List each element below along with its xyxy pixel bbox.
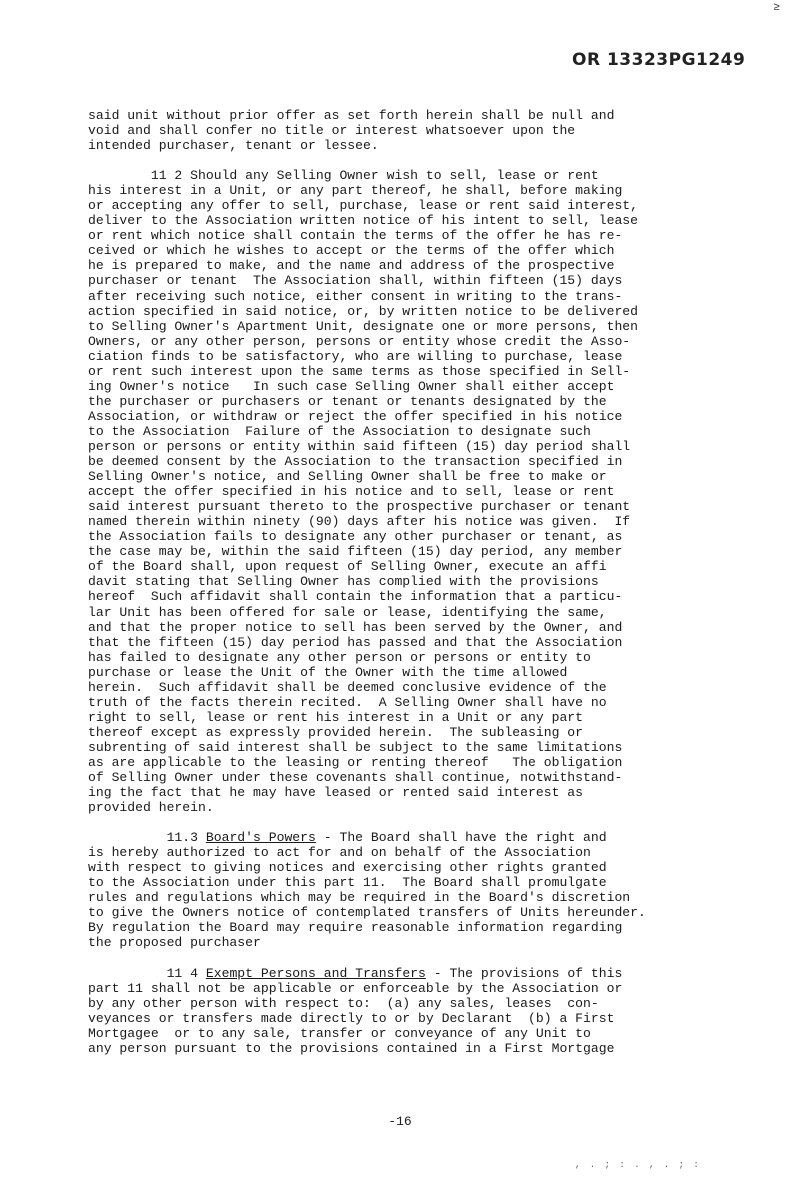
recording-stamp: OR 13323PG1249 <box>572 50 746 70</box>
section-text-11-3: - The Board shall have the right and is hereby authorized to act for and on behalf of the Association with respect to giving notices and exercising other rights granted to the Association under this part 11. The Board shall promulgate rules and regulations which may be required in the Board's discretion to give the Owners notice of contemplated transfers of Units hereunder. By regulation the Board may require reasonable information regarding the proposed purchaser <box>88 830 646 951</box>
page-number: -16 <box>388 1114 412 1129</box>
section-number-11-3: 11.3 <box>88 830 206 846</box>
corner-mark: ≥ <box>773 2 780 14</box>
paragraph-11-2: 11 2 Should any Selling Owner wish to sell, lease or rent his interest in a Unit, or any part thereof, he shall, before making or accepting any offer to sell, purchase, lease or rent said interest, deliver to the Association written notice of his intent to sell, lease or rent which notice shall contain the terms of the offer he has re- ceived or which he wishes to accept or the terms of the offer which he is prepared to make, and the name and address of the prospective purchaser or tenant The Association shall, within fifteen (15) days after receiving such notice, either consent in writing to the trans- action specified in said notice, or, by written notice to be delivered to Selling Owner's Apartment Unit, designate one or more persons, then Owners, or any other person, persons or entity whose credit the Asso- ciation finds to be satisfactory, who are willing to purchase, lease or rent such interest upon the same terms as those specified in Sell- ing Owner's notice In such case Selling Owner shall either accept the purchaser or purchasers or tenant or tenants designated by the Association, or withdraw or reject the offer specified in his notice to the Association Failure of the Association to designate such person or persons or entity within said fifteen (15) day period shall be deemed consent by the Association to the transaction specified in Selling Owner's notice, and Selling Owner shall be free to make or accept the offer specified in his notice and to sell, lease or rent said interest pursuant thereto to the prospective purchaser or tenant named therein within ninety (90) days after his notice was given. If the Association fails to designate any other purchaser or tenant, as the case may be, within the said fifteen (15) day period, any member of the Board shall, upon request of Selling Owner, execute an affi davit stating that Selling Owner has complied with the provisions hereof Such affidavit shall contain the information that a particu- lar Unit has been offered for sale or lease, identifying the same, and that the proper notice to sell has been served by the Owner, and that the fifteen (15) day period has passed and that the Association has failed to designate any other person or persons or entity to purchase or lease the Unit of the Owner with the time allowed herein. Such affidavit shall be deemed conclusive evidence of the truth of the facts therein recited. A Selling Owner shall have no right to sell, lease or rent his interest in a Unit or any part thereof except as expressly provided herein. The subleasing or subrenting of said interest shall be subject to the same limitations as are applicable to the leasing or renting thereof The obligation of Selling Owner under these covenants shall continue, notwithstand- ing the fact that he may have leased or rented said interest as provided herein. <box>88 168 639 816</box>
paragraph-continuation: said unit without prior offer as set forth herein shall be null and void and shall confer no title or interest whatsoever upon the intended purchaser, tenant or lessee. <box>88 108 615 154</box>
scan-mark: , . ; : . , . ; : <box>575 1160 701 1170</box>
section-text-11-4: - The provisions of this part 11 shall not be applicable or enforceable by the Association or by any other person with respect to: (a) any sales, leases con- veyances or transfers made directly to or by Declarant (b) a First Mortgagee or to any sale, transfer or conveyance of any Unit to any person pursuant to the provisions contained in a First Mortgage <box>88 965 623 1056</box>
paragraph-11-4 <box>88 966 718 1056</box>
section-heading-boards-powers: Board's Powers <box>205 830 316 846</box>
section-heading-exempt-persons: Exempt Persons and Transfers <box>205 965 426 981</box>
body-text <box>88 108 718 1056</box>
paragraph-11-3 <box>88 830 718 950</box>
section-number-11-4: 11 4 <box>88 965 206 981</box>
